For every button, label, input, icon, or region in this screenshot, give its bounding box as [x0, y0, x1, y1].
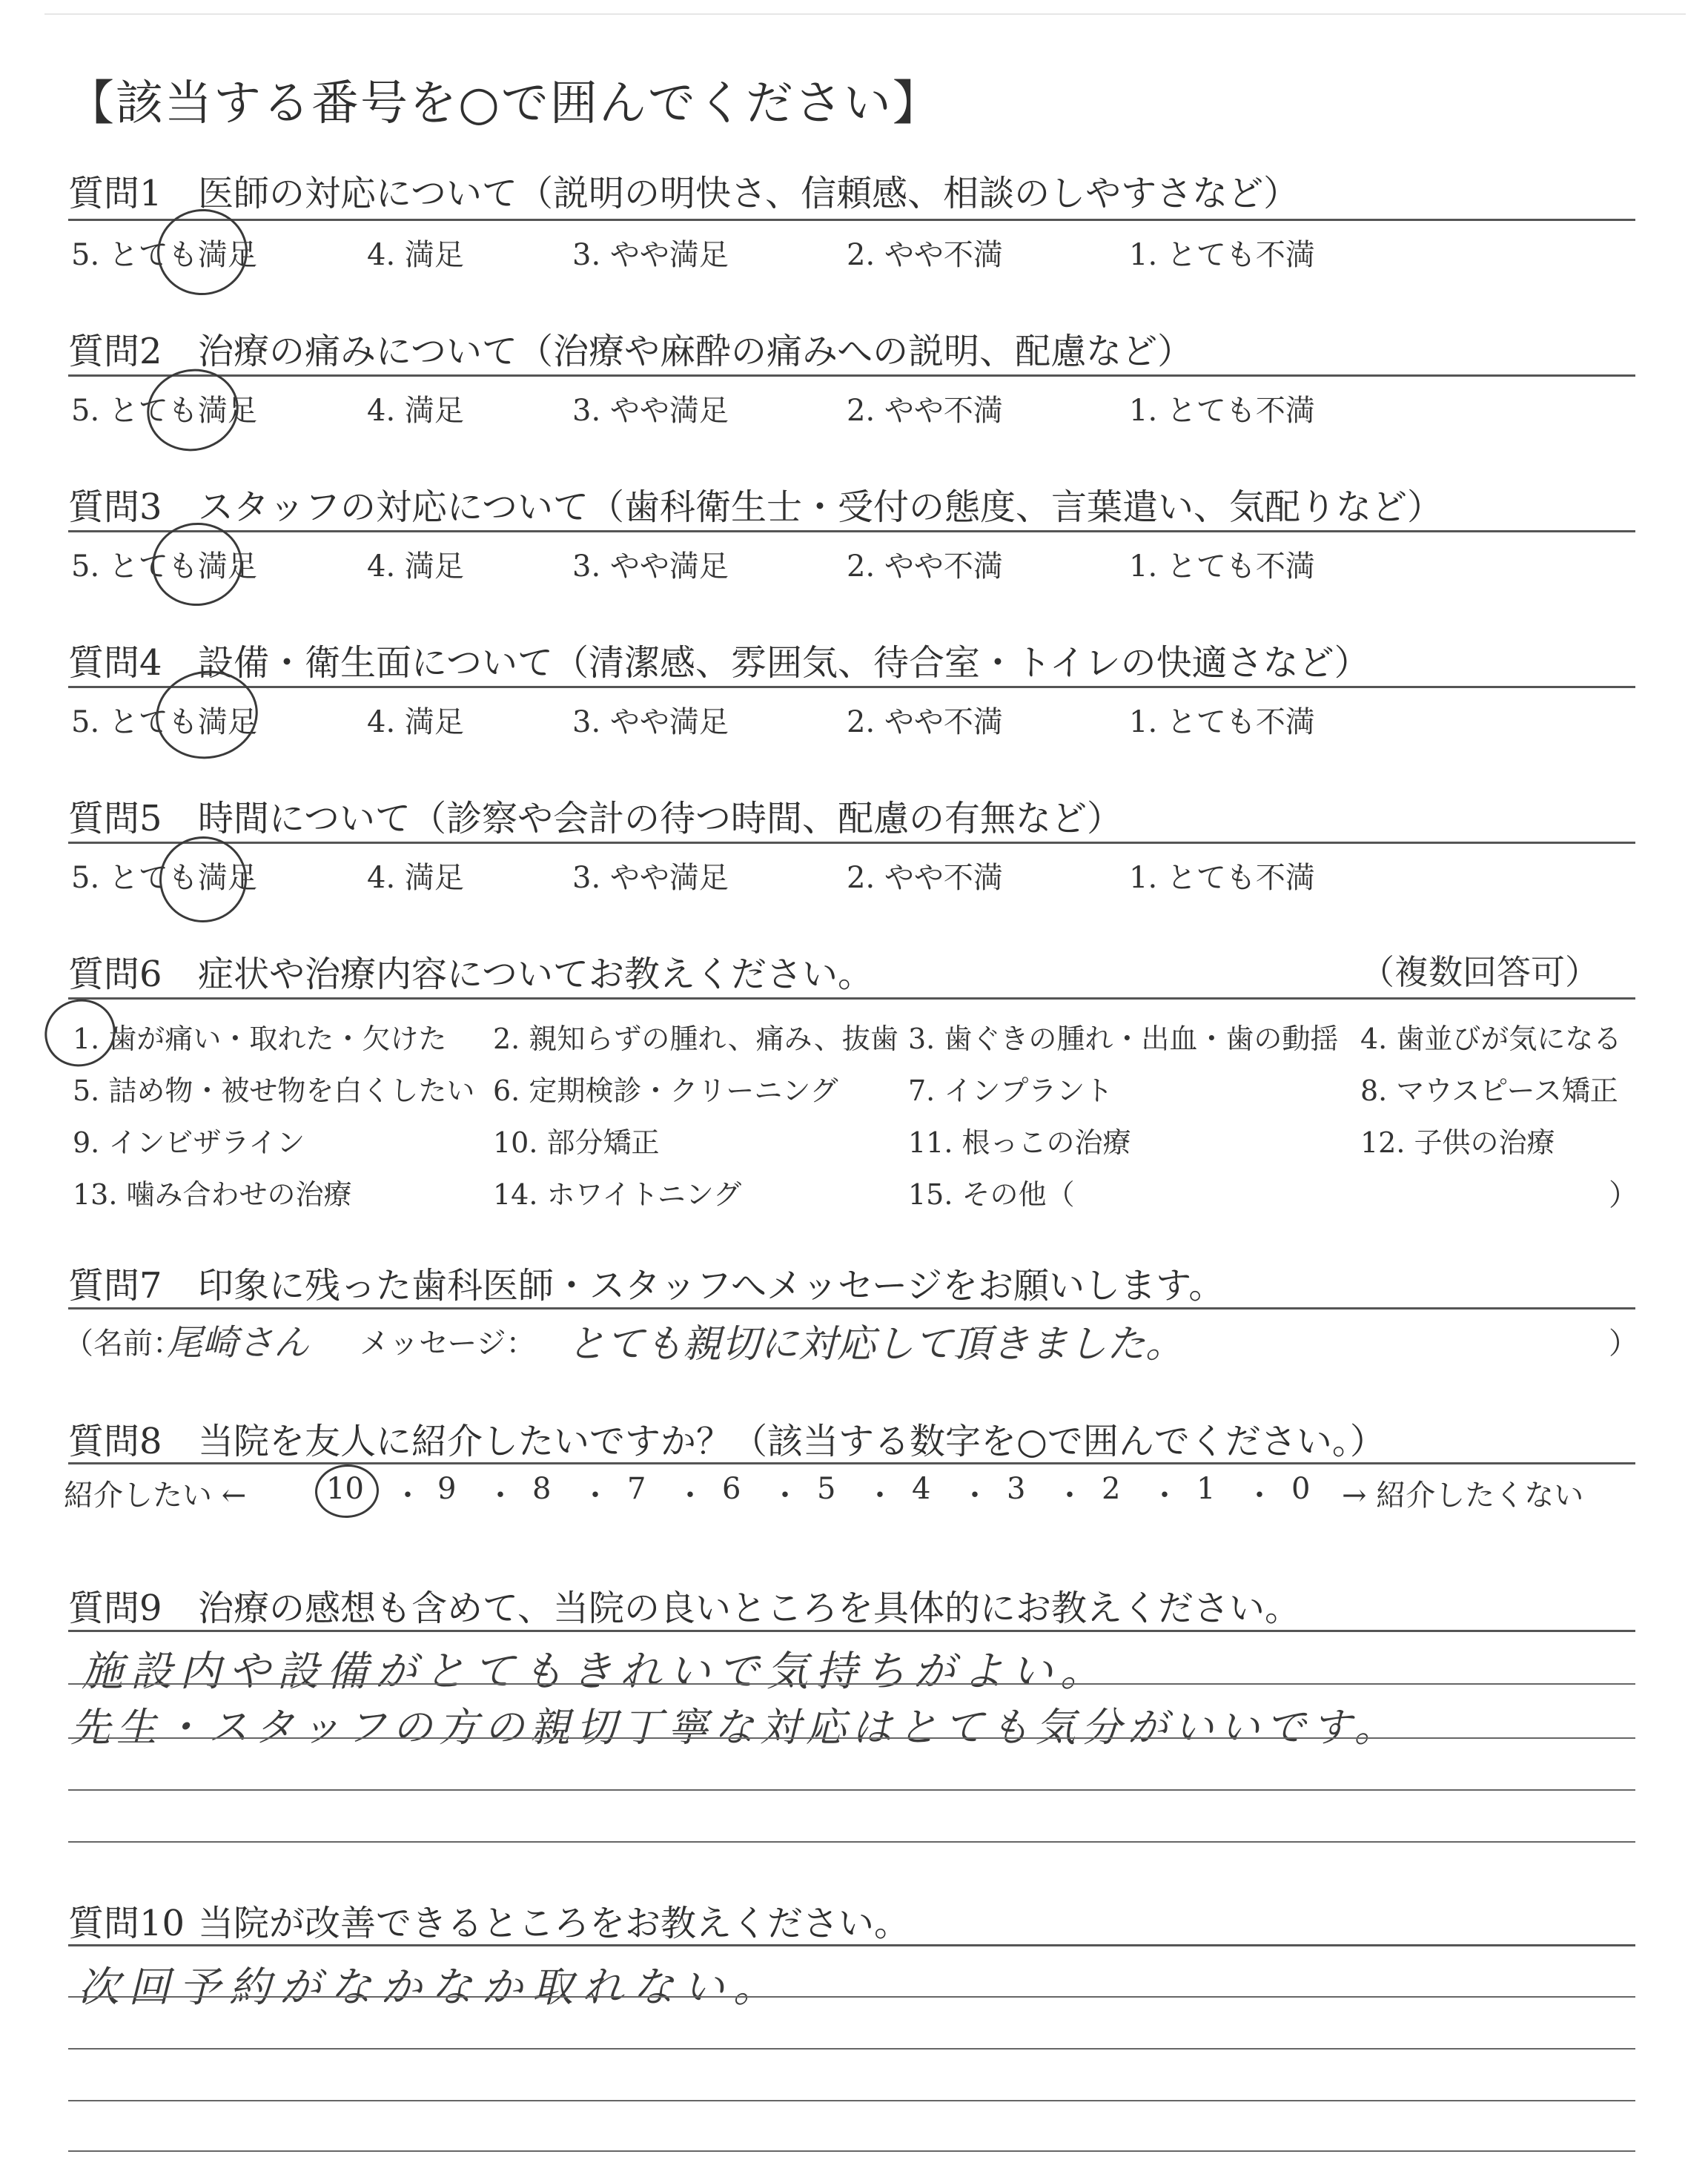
question-number: 質問1 [68, 173, 162, 214]
q5-option-5[interactable]: 5. とても満足 [71, 861, 257, 895]
q3-option-4[interactable]: 4. 満足 [367, 549, 464, 584]
question-10-title [68, 1895, 910, 1946]
writing-line [68, 2048, 1635, 2050]
q6-option-4[interactable]: 4. 歯並びが気になる [1360, 1023, 1622, 1055]
question-8-title [68, 1413, 1386, 1464]
scale-0[interactable]: 0 [1291, 1472, 1311, 1506]
q3-option-1[interactable]: 1. とても不満 [1129, 549, 1315, 584]
selection-circle [156, 833, 251, 926]
q2-option-3[interactable]: 3. やや満足 [572, 394, 729, 428]
q4-option-5[interactable]: 5. とても満足 [71, 705, 257, 739]
question-text: 印象に残った歯科医師・スタッフへメッセージをお願いします。 [198, 1265, 1225, 1307]
writing-line [68, 1996, 1635, 1998]
scale-10[interactable]: 10 [326, 1472, 364, 1506]
question-number: 質問6 [68, 954, 162, 995]
q6-option-3[interactable]: 3. 歯ぐきの腫れ・出血・歯の動揺 [908, 1023, 1339, 1055]
q6-option-5[interactable]: 5. 詰め物・被せ物を白くしたい [73, 1074, 475, 1107]
q2-option-2[interactable]: 2. やや不満 [847, 394, 1003, 428]
divider [68, 1307, 1635, 1309]
q6-option-7[interactable]: 7. インプラント [908, 1074, 1113, 1107]
message-value[interactable]: とても親切に対応して頂きました。 [567, 1322, 1185, 1367]
q5-option-1[interactable]: 1. とても不満 [1129, 861, 1315, 895]
scale-6[interactable]: 6 [722, 1472, 741, 1506]
question-text: 治療の痛みについて（治療や麻酔の痛みへの説明、配慮など） [198, 331, 1194, 372]
q5-option-2[interactable]: 2. やや不満 [847, 861, 1003, 895]
q9-answer-line-1[interactable]: 施設内や設備がとてもきれいで気持ちがよい。 [82, 1648, 1109, 1696]
scale-4[interactable]: 4 [912, 1472, 931, 1506]
q1-option-5[interactable]: 5. とても満足 [71, 238, 257, 272]
scale-separator: ・ [865, 1479, 895, 1513]
question-text: 当院を友人に紹介したいですか？（該当する数字を○で囲んでください。） [198, 1421, 1386, 1462]
scale-separator: ・ [580, 1479, 610, 1513]
q1-option-4[interactable]: 4. 満足 [367, 238, 464, 272]
message-close-paren: ） [1609, 1327, 1638, 1361]
question-text: 当院が改善できるところをお教えください。 [198, 1903, 910, 1944]
divider [68, 1630, 1635, 1632]
scale-5[interactable]: 5 [817, 1472, 836, 1506]
q2-option-5[interactable]: 5. とても満足 [71, 394, 257, 428]
q6-option-1[interactable]: 1. 歯が痛い・取れた・欠けた [73, 1023, 447, 1055]
name-label: （名前： [64, 1327, 182, 1361]
writing-line [68, 2100, 1635, 2101]
name-value[interactable]: 尾崎さん [167, 1322, 310, 1364]
multiple-answers-note: （複数回答可） [1360, 952, 1599, 992]
scale-separator: ・ [393, 1479, 423, 1513]
q4-option-1[interactable]: 1. とても不満 [1129, 705, 1315, 739]
q6-option-6[interactable]: 6. 定期検診・クリーニング [493, 1074, 838, 1107]
divider [68, 530, 1635, 532]
writing-line [68, 1683, 1635, 1685]
scale-separator: ・ [1150, 1479, 1179, 1513]
question-3-title [68, 478, 1443, 529]
question-text: 医師の対応について（説明の明快さ、信頼感、相談のしやすさなど） [198, 173, 1300, 214]
question-number: 質問9 [68, 1588, 162, 1629]
scale-8[interactable]: 8 [532, 1472, 552, 1506]
writing-line [68, 1789, 1635, 1791]
question-number: 質問8 [68, 1421, 162, 1462]
scale-1[interactable]: 1 [1196, 1472, 1216, 1506]
recommend-left-label: 紹介したい ← [64, 1479, 247, 1513]
selection-circle [152, 203, 254, 301]
q2-option-1[interactable]: 1. とても不満 [1129, 394, 1315, 428]
question-number: 質問10 [68, 1903, 185, 1944]
q3-option-2[interactable]: 2. やや不満 [847, 549, 1003, 584]
question-number: 質問5 [68, 798, 162, 839]
question-text: スタッフの対応について（歯科衛生士・受付の態度、言葉遣い、気配りなど） [198, 486, 1443, 528]
question-text: 治療の感想も含めて、当院の良いところを具体的にお教えください。 [198, 1588, 1301, 1629]
writing-line [68, 1841, 1635, 1843]
question-number: 質問3 [68, 486, 162, 528]
form-header: 【該当する番号を○で囲んでください】 [67, 76, 941, 131]
q6-option-13[interactable]: 13. 噛み合わせの治療 [73, 1178, 352, 1211]
writing-line [68, 2150, 1635, 2152]
q5-option-3[interactable]: 3. やや満足 [572, 861, 729, 895]
divider [68, 686, 1635, 688]
scale-9[interactable]: 9 [437, 1472, 457, 1506]
question-text: 症状や治療内容についてお教えください。 [198, 954, 874, 995]
scale-separator: ・ [770, 1479, 800, 1513]
q6-option-9[interactable]: 9. インビザライン [73, 1126, 305, 1159]
divider [68, 1944, 1635, 1946]
scale-2[interactable]: 2 [1102, 1472, 1121, 1506]
writing-line [68, 1737, 1635, 1739]
question-2-title [68, 323, 1193, 374]
scale-separator: ・ [675, 1479, 705, 1513]
divider [68, 997, 1635, 1000]
selection-circle [36, 989, 125, 1076]
q9-answer-line-2[interactable]: 先生・スタッフの方の親切丁寧な対応はとても気分がいいです。 [70, 1704, 1400, 1751]
q1-option-2[interactable]: 2. やや不満 [847, 238, 1003, 272]
q6-option-12[interactable]: 12. 子供の治療 [1360, 1126, 1555, 1159]
recommend-right-label: → 紹介したくない [1342, 1479, 1584, 1513]
scale-separator: ・ [486, 1479, 515, 1513]
question-number: 質問2 [68, 331, 162, 372]
message-label: メッセージ： [360, 1327, 536, 1361]
question-4-title [68, 634, 1370, 685]
question-7-title [68, 1257, 1224, 1308]
divider [68, 842, 1635, 844]
q1-option-3[interactable]: 3. やや満足 [572, 238, 729, 272]
top-border [44, 13, 1686, 15]
q4-option-4[interactable]: 4. 満足 [367, 705, 464, 739]
question-text: 時間について（診察や会計の待つ時間、配慮の有無など） [198, 798, 1123, 839]
q3-option-3[interactable]: 3. やや満足 [572, 549, 729, 584]
scale-separator: ・ [960, 1479, 990, 1513]
q1-option-1[interactable]: 1. とても不満 [1129, 238, 1315, 272]
question-6-title [68, 945, 873, 997]
question-9-title [68, 1579, 1300, 1631]
scale-7[interactable]: 7 [627, 1472, 646, 1506]
q4-option-2[interactable]: 2. やや不満 [847, 705, 1003, 739]
q2-option-4[interactable]: 4. 満足 [367, 394, 464, 428]
q3-option-5[interactable]: 5. とても満足 [71, 549, 257, 584]
q4-option-3[interactable]: 3. やや満足 [572, 705, 729, 739]
question-5-title [68, 790, 1122, 841]
scale-separator: ・ [1055, 1479, 1085, 1513]
q6-option-15[interactable]: 15. その他（ [908, 1178, 1075, 1211]
divider [68, 374, 1635, 377]
q5-option-4[interactable]: 4. 満足 [367, 861, 464, 895]
q6-option-8[interactable]: 8. マウスピース矯正 [1360, 1074, 1618, 1107]
q6-option-14[interactable]: 14. ホワイトニング [493, 1178, 742, 1211]
q6-option-10[interactable]: 10. 部分矯正 [493, 1126, 660, 1159]
question-number: 質問4 [68, 642, 162, 684]
scale-separator: ・ [1245, 1479, 1274, 1513]
divider [68, 219, 1635, 221]
selection-circle [314, 1462, 381, 1520]
q6-option-2[interactable]: 2. 親知らずの腫れ、痛み、抜歯 [493, 1023, 898, 1055]
q6-option-11[interactable]: 11. 根っこの治療 [908, 1126, 1131, 1159]
question-text: 設備・衛生面について（清潔感、雰囲気、待合室・トイレの快適さなど） [198, 642, 1370, 684]
q10-answer-line-1[interactable]: 次回予約がなかなか取れない。 [78, 1964, 784, 2012]
other-close-paren: ） [1609, 1178, 1638, 1212]
divider [68, 1462, 1635, 1464]
question-number: 質問7 [68, 1265, 162, 1307]
question-1-title [68, 165, 1299, 216]
scale-3[interactable]: 3 [1007, 1472, 1026, 1506]
